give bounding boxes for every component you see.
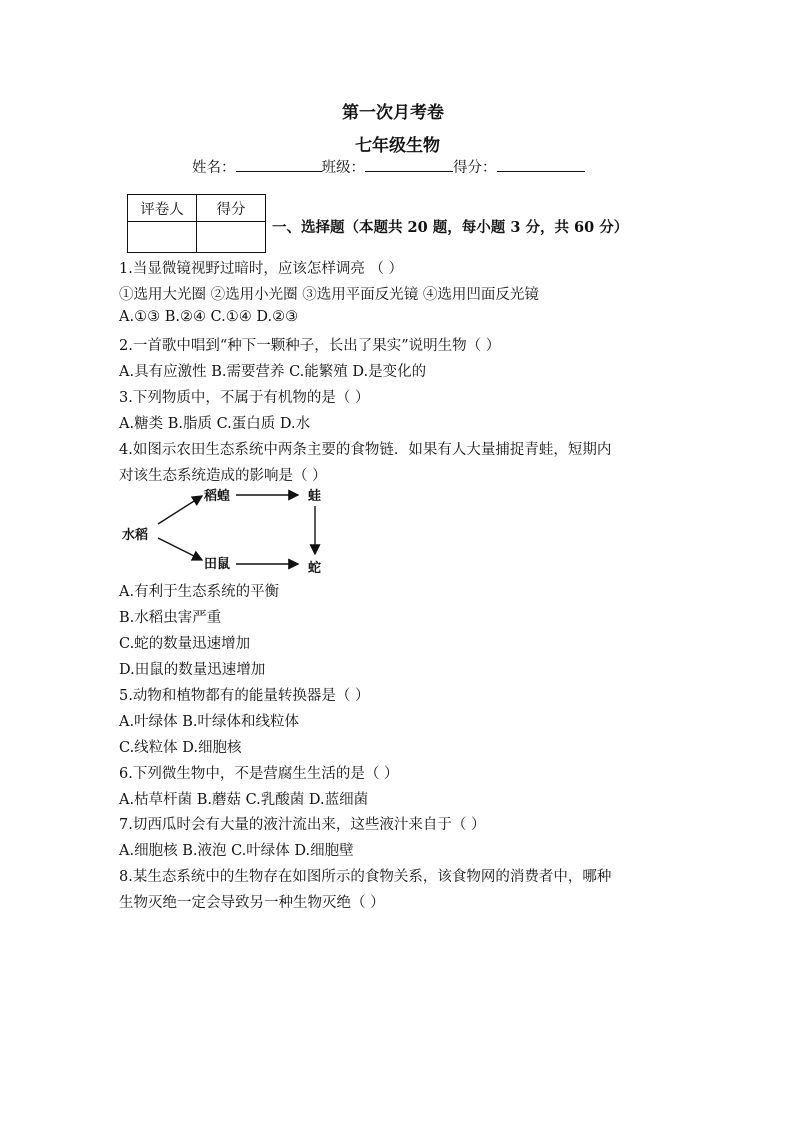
question-7: 7.切西瓜时会有大量的液汁流出来，这些液汁来自于（ ） (119, 817, 486, 833)
question-2-answers: A.具有应激性 B.需要营养 C.能繁殖 D.是变化的 (119, 364, 427, 380)
exam-subtitle: 七年级生物 (355, 136, 440, 156)
exam-title: 第一次月考卷 (342, 103, 444, 123)
question-4-option-b: B.水稻虫害严重 (119, 610, 222, 626)
question-4-line-2: 对该生态系统造成的影响是（ ） (119, 468, 327, 484)
arrow-rice-locust (158, 496, 202, 524)
score-blank (497, 157, 585, 172)
student-info-row (192, 156, 585, 177)
class-label: 班级： (321, 160, 365, 176)
question-1: 1.当显微镜视野过暗时，应该怎样调亮 （ ） (119, 261, 404, 277)
node-snake: 蛇 (308, 561, 322, 576)
question-4-line-1: 4.如图示农田生态系统中两条主要的食物链．如果有人大量捕捉青蛙，短期内 (119, 442, 612, 458)
question-8-line-2: 生物灭绝一定会导致另一种生物灭绝（ ） (119, 895, 385, 911)
question-4-option-a: A.有利于生态系统的平衡 (119, 584, 280, 600)
question-1-options: ①选用大光圈 ②选用小光圈 ③选用平面反光镜 ④选用凹面反光镜 (119, 287, 539, 303)
arrow-rice-mouse (158, 538, 202, 560)
food-web-diagram (118, 484, 338, 578)
grade-table (127, 194, 266, 253)
node-rice: 水稻 (122, 528, 149, 543)
question-4-option-d: D.田鼠的数量迅速增加 (119, 662, 266, 678)
class-blank (365, 157, 453, 172)
question-4-option-c: C.蛇的数量迅速增加 (119, 636, 251, 652)
question-7-answers: A.细胞核 B.液泡 C.叶绿体 D.细胞壁 (119, 843, 354, 859)
node-locust: 稻蝗 (204, 489, 231, 504)
question-8-line-1: 8.某生态系统中的生物存在如图所示的食物关系，该食物网的消费者中，哪种 (119, 869, 612, 885)
question-3-answers: A.糖类 B.脂质 C.蛋白质 D.水 (119, 416, 311, 432)
grader-cell (128, 222, 197, 253)
score-header: 得分 (197, 195, 266, 222)
question-5-answers-2: C.线粒体 D.细胞核 (119, 740, 242, 756)
question-6: 6.下列微生物中，不是营腐生生活的是（ ） (119, 766, 399, 782)
question-5-answers-1: A.叶绿体 B.叶绿体和线粒体 (119, 714, 299, 730)
section-heading: 一、选择题（本题共 20 题，每小题 3 分，共 60 分） (272, 219, 629, 236)
score-label: 得分： (453, 160, 497, 176)
name-blank (236, 157, 322, 172)
question-6-answers: A.枯草杆菌 B.蘑菇 C.乳酸菌 D.蓝细菌 (119, 792, 369, 808)
question-1-answers: A.①③ B.②④ C.①④ D.②③ (119, 309, 299, 325)
grader-header: 评卷人 (128, 195, 197, 222)
name-label: 姓名： (192, 160, 236, 176)
node-frog: 蛙 (308, 489, 322, 504)
score-cell (197, 222, 266, 253)
node-mouse: 田鼠 (204, 557, 231, 572)
question-3: 3.下列物质中，不属于有机物的是（ ） (119, 390, 370, 406)
question-5: 5.动物和植物都有的能量转换器是（ ） (119, 688, 370, 704)
question-2: 2.一首歌中唱到“种下一颗种子，长出了果实”说明生物（ ） (119, 338, 501, 354)
